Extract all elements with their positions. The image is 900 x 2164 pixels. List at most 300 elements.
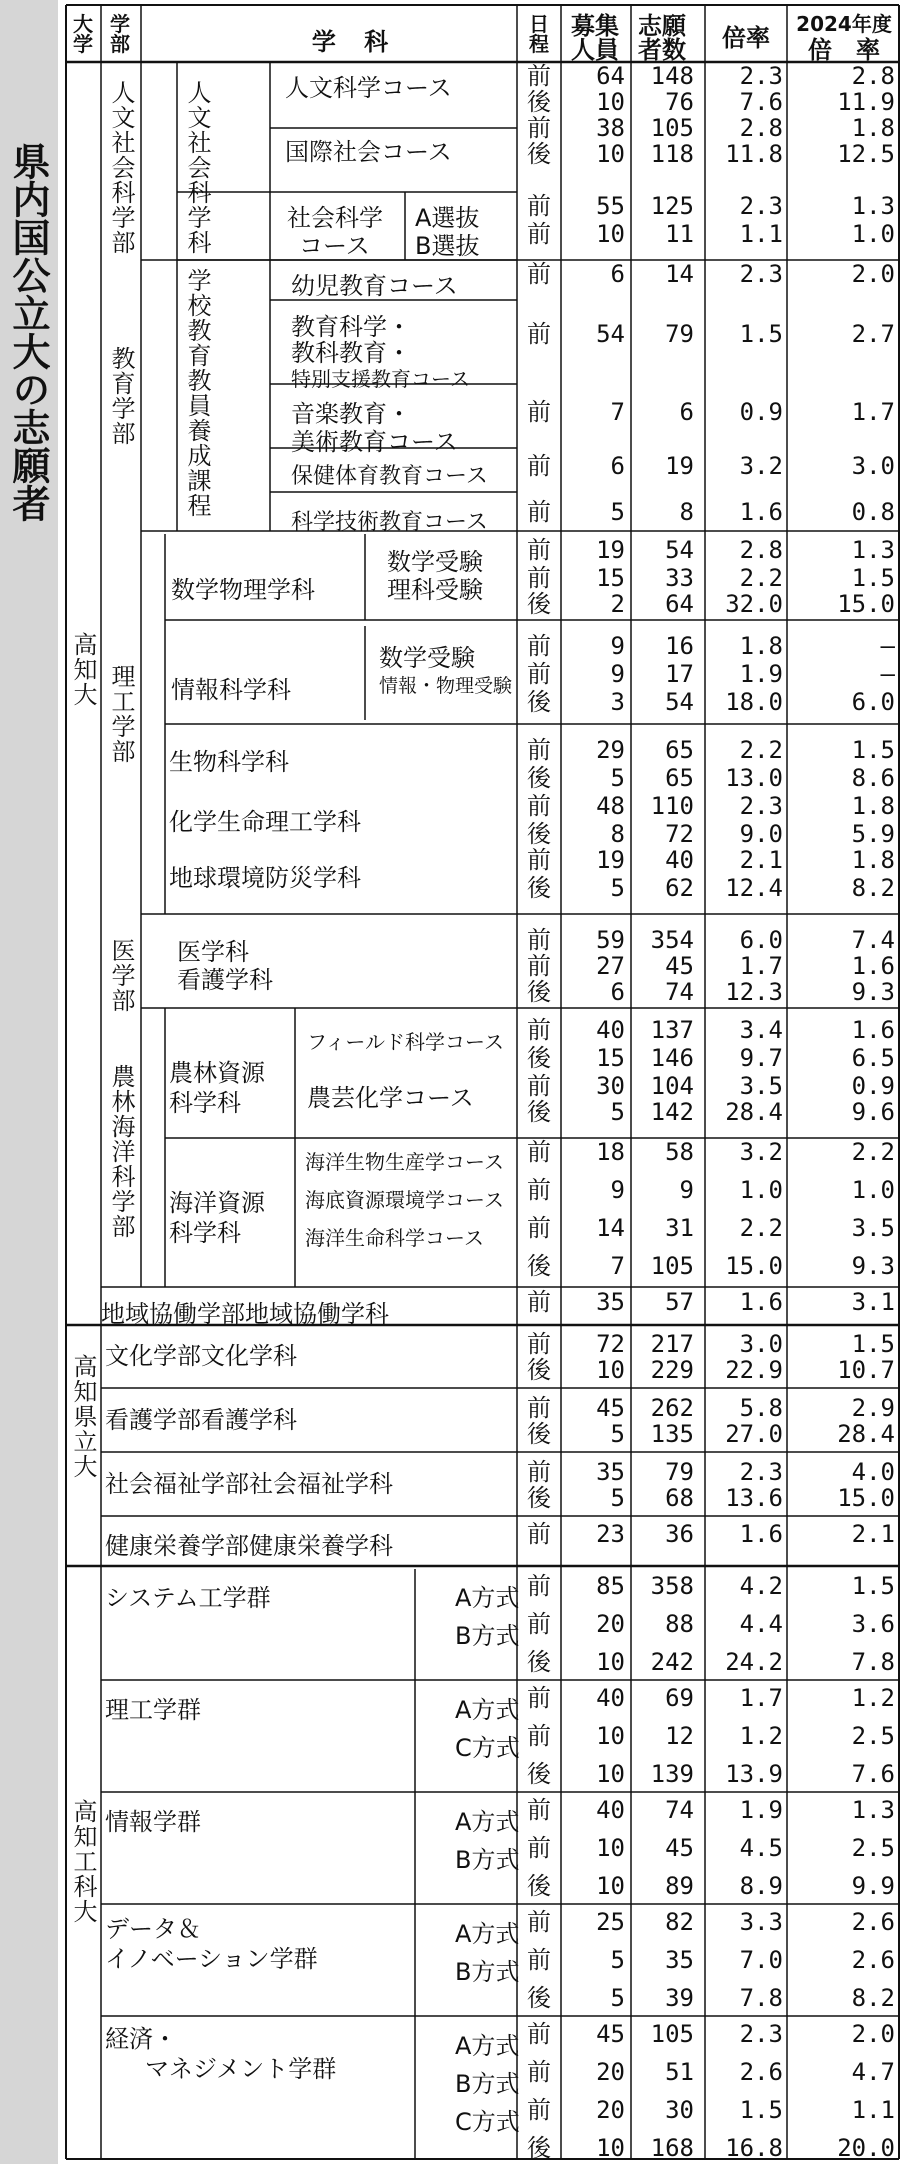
row-47-cap: 10: [596, 1722, 625, 1750]
header-faculty: 学部: [110, 12, 130, 56]
row-58-p: 20.0: [837, 2134, 895, 2162]
row-30-app: 142: [650, 1098, 694, 1126]
course-field: フィールド科学コース: [307, 1030, 504, 1054]
row-10-cap: 6: [610, 452, 625, 480]
group-keizai: [105, 2024, 336, 2084]
row-40-s: 前: [527, 1458, 551, 1486]
dept-kango-kango: 看護学部看護学科: [105, 1406, 297, 1434]
row-13-p: 1.5: [851, 564, 895, 592]
row-26-cap: 6: [610, 978, 625, 1006]
row-44-s: 前: [527, 1610, 551, 1638]
row-34-cap: 7: [610, 1252, 625, 1280]
row-37-s: 後: [527, 1356, 551, 1384]
dept-shakai-fukushi: 社会福祉学部社会福祉学科: [105, 1470, 393, 1498]
row-16-p: ―: [880, 660, 895, 688]
row-20-cap: 48: [596, 792, 625, 820]
row-43-app: 358: [650, 1572, 694, 1600]
row-38-s: 前: [527, 1394, 551, 1422]
row-31-app: 58: [665, 1138, 694, 1166]
row-52-r: 3.3: [739, 1908, 783, 1936]
row-17-app: 54: [665, 688, 694, 716]
row-39-s: 後: [527, 1420, 551, 1448]
row-45-s: 後: [527, 1648, 551, 1676]
row-18-app: 65: [665, 736, 694, 764]
row-27-p: 1.6: [851, 1016, 895, 1044]
row-33-s: 前: [527, 1214, 551, 1242]
dept-kagaku-seimei: 化学生命理工学科: [169, 808, 361, 836]
course-kyoiku-kagaku-line3: 特別支援教育コース: [291, 367, 470, 391]
row-14-r: 32.0: [725, 590, 783, 618]
row-43-s: 前: [527, 1572, 551, 1600]
row-14-app: 64: [665, 590, 694, 618]
row-58-cap: 10: [596, 2134, 625, 2162]
row-8-app: 79: [665, 320, 694, 348]
course-youji: 幼児教育コース: [291, 272, 458, 300]
dept-bunka: 文化学部文化学科: [105, 1342, 297, 1370]
row-8-cap: 54: [596, 320, 625, 348]
row-42-s: 前: [527, 1520, 551, 1548]
row-10-app: 19: [665, 452, 694, 480]
row-51-cap: 10: [596, 1872, 625, 1900]
row-3-app: 105: [650, 114, 694, 142]
row-53-p: 2.6: [851, 1946, 895, 1974]
row-21-app: 72: [665, 820, 694, 848]
b-senbatsu: B選抜: [415, 232, 480, 260]
row-32-cap: 9: [610, 1176, 625, 1204]
row-7-p: 2.0: [851, 260, 895, 288]
row-28-cap: 15: [596, 1044, 625, 1072]
faculty-igaku: 医学部: [107, 938, 135, 1013]
row-7-app: 14: [665, 260, 694, 288]
row-19-cap: 5: [610, 764, 625, 792]
rika-juken: 理科受験: [387, 576, 483, 604]
dept-kango: 看護学科: [177, 966, 273, 994]
row-5-app: 125: [650, 192, 694, 220]
row-29-r: 3.5: [739, 1072, 783, 1100]
header-univ: 大学: [73, 12, 93, 56]
row-12-s: 前: [527, 536, 551, 564]
row-55-s: 前: [527, 2020, 551, 2048]
row-46-s: 前: [527, 1684, 551, 1712]
course-hoken: 保健体育教育コース: [291, 464, 488, 489]
row-53-app: 35: [665, 1946, 694, 1974]
row-1-p: 2.8: [851, 62, 895, 90]
group-data: [105, 1914, 318, 1974]
row-49-cap: 40: [596, 1796, 625, 1824]
row-46-cap: 40: [596, 1684, 625, 1712]
row-50-p: 2.5: [851, 1834, 895, 1862]
row-11-cap: 5: [610, 498, 625, 526]
row-12-cap: 19: [596, 536, 625, 564]
row-50-r: 4.5: [739, 1834, 783, 1862]
course-nougei: 農芸化学コース: [307, 1084, 474, 1112]
row-35-app: 57: [665, 1288, 694, 1316]
row-12-p: 1.3: [851, 536, 895, 564]
row-54-s: 後: [527, 1984, 551, 2012]
row-23-r: 12.4: [725, 874, 783, 902]
row-15-s: 前: [527, 632, 551, 660]
row-34-app: 105: [650, 1252, 694, 1280]
row-51-app: 89: [665, 1872, 694, 1900]
row-18-p: 1.5: [851, 736, 895, 764]
row-51-r: 8.9: [739, 1872, 783, 1900]
row-15-app: 16: [665, 632, 694, 660]
dept-nourin-shigen-line2: 科学科: [169, 1089, 241, 1117]
row-25-app: 45: [665, 952, 694, 980]
row-39-cap: 5: [610, 1420, 625, 1448]
dept-nourin-shigen: [169, 1058, 265, 1118]
row-57-p: 1.1: [851, 2096, 895, 2124]
row-22-s: 前: [527, 846, 551, 874]
row-23-p: 8.2: [851, 874, 895, 902]
course-kyoiku-kagaku: [291, 314, 470, 392]
jouhou-b: B方式: [455, 1846, 520, 1874]
row-31-s: 前: [527, 1138, 551, 1166]
row-50-app: 45: [665, 1834, 694, 1862]
row-34-r: 15.0: [725, 1252, 783, 1280]
row-11-app: 8: [679, 498, 694, 526]
row-29-cap: 30: [596, 1072, 625, 1100]
row-24-p: 7.4: [851, 926, 895, 954]
row-12-r: 2.8: [739, 536, 783, 564]
row-53-r: 7.0: [739, 1946, 783, 1974]
row-51-s: 後: [527, 1872, 551, 1900]
row-24-cap: 59: [596, 926, 625, 954]
row-54-cap: 5: [610, 1984, 625, 2012]
faculty-jinbun: 人文社会科学部: [107, 80, 135, 255]
row-47-r: 1.2: [739, 1722, 783, 1750]
row-52-s: 前: [527, 1908, 551, 1936]
row-47-app: 12: [665, 1722, 694, 1750]
row-37-cap: 10: [596, 1356, 625, 1384]
row-33-app: 31: [665, 1214, 694, 1242]
row-35-p: 3.1: [851, 1288, 895, 1316]
row-56-cap: 20: [596, 2058, 625, 2086]
row-40-cap: 35: [596, 1458, 625, 1486]
row-43-p: 1.5: [851, 1572, 895, 1600]
group-keizai-line2: マネジメント学群: [145, 2055, 337, 2083]
row-38-p: 2.9: [851, 1394, 895, 1422]
row-51-p: 9.9: [851, 1872, 895, 1900]
row-1-r: 2.3: [739, 62, 783, 90]
row-4-cap: 10: [596, 140, 625, 168]
row-36-cap: 72: [596, 1330, 625, 1358]
row-5-s: 前: [527, 192, 551, 220]
header-capacity: 募集人員: [571, 12, 619, 64]
header-prev-ratio: 倍 率: [808, 36, 880, 64]
row-52-p: 2.6: [851, 1908, 895, 1936]
row-4-r: 11.8: [725, 140, 783, 168]
dept-kaiyou-shigen-line1: 海洋資源: [169, 1189, 265, 1217]
row-7-s: 前: [527, 260, 551, 288]
course-kaiyou-seimei: 海洋生命科学コース: [305, 1226, 484, 1250]
row-24-s: 前: [527, 926, 551, 954]
row-16-r: 1.9: [739, 660, 783, 688]
row-55-cap: 45: [596, 2020, 625, 2048]
faculty-rikou: 理工学部: [107, 664, 135, 764]
dept-kaiyou-shigen-line2: 科学科: [169, 1219, 241, 1247]
page-title: 県内国公立大の志願者: [6, 142, 51, 522]
row-2-cap: 10: [596, 88, 625, 116]
row-42-app: 36: [665, 1520, 694, 1548]
group-jouhou: 情報学群: [105, 1808, 201, 1836]
row-5-cap: 55: [596, 192, 625, 220]
row-48-app: 139: [650, 1760, 694, 1788]
row-47-p: 2.5: [851, 1722, 895, 1750]
row-25-p: 1.6: [851, 952, 895, 980]
row-17-cap: 3: [610, 688, 625, 716]
row-50-s: 前: [527, 1834, 551, 1862]
row-17-p: 6.0: [851, 688, 895, 716]
row-28-p: 6.5: [851, 1044, 895, 1072]
row-54-p: 8.2: [851, 1984, 895, 2012]
row-23-cap: 5: [610, 874, 625, 902]
group-keizai-line1: 経済・: [105, 2025, 177, 2053]
row-8-r: 1.5: [739, 320, 783, 348]
row-58-r: 16.8: [725, 2134, 783, 2162]
row-25-s: 前: [527, 952, 551, 980]
row-48-cap: 10: [596, 1760, 625, 1788]
row-55-app: 105: [650, 2020, 694, 2048]
data-a: A方式: [455, 1920, 520, 1948]
row-2-p: 11.9: [837, 88, 895, 116]
univ-koka: 高知工科大: [69, 1799, 97, 1924]
dept-suugaku-butsuri: 数学物理学科: [171, 576, 315, 604]
row-42-r: 1.6: [739, 1520, 783, 1548]
row-39-r: 27.0: [725, 1420, 783, 1448]
row-17-s: 後: [527, 688, 551, 716]
row-30-r: 28.4: [725, 1098, 783, 1126]
row-18-cap: 29: [596, 736, 625, 764]
row-38-r: 5.8: [739, 1394, 783, 1422]
row-44-p: 3.6: [851, 1610, 895, 1638]
row-2-r: 7.6: [739, 88, 783, 116]
row-8-p: 2.7: [851, 320, 895, 348]
row-45-p: 7.8: [851, 1648, 895, 1676]
row-30-s: 後: [527, 1098, 551, 1126]
row-28-s: 後: [527, 1044, 551, 1072]
dept-chikyuu: 地球環境防災学科: [169, 864, 361, 892]
row-53-s: 前: [527, 1946, 551, 1974]
row-41-app: 68: [665, 1484, 694, 1512]
row-9-p: 1.7: [851, 398, 895, 426]
row-27-r: 3.4: [739, 1016, 783, 1044]
row-3-s: 前: [527, 114, 551, 142]
row-42-p: 2.1: [851, 1520, 895, 1548]
row-39-app: 135: [650, 1420, 694, 1448]
dept-kenkou: 健康栄養学部健康栄養学科: [105, 1532, 393, 1560]
row-13-app: 33: [665, 564, 694, 592]
row-20-r: 2.3: [739, 792, 783, 820]
course-ongaku-line1: 音楽教育・: [291, 400, 411, 428]
univ-kochi: 高知大: [69, 632, 97, 707]
row-24-r: 6.0: [739, 926, 783, 954]
row-27-s: 前: [527, 1016, 551, 1044]
row-29-app: 104: [650, 1072, 694, 1100]
applicants-table: [65, 4, 900, 2160]
row-25-cap: 27: [596, 952, 625, 980]
row-9-r: 0.9: [739, 398, 783, 426]
row-46-p: 1.2: [851, 1684, 895, 1712]
row-56-r: 2.6: [739, 2058, 783, 2086]
row-31-cap: 18: [596, 1138, 625, 1166]
keizai-a: A方式: [455, 2032, 520, 2060]
course-kagaku-gijutsu: 科学技術教育コース: [291, 510, 488, 535]
row-26-r: 12.3: [725, 978, 783, 1006]
row-21-cap: 8: [610, 820, 625, 848]
row-32-app: 9: [679, 1176, 694, 1204]
row-40-p: 4.0: [851, 1458, 895, 1486]
row-54-r: 7.8: [739, 1984, 783, 2012]
row-21-s: 後: [527, 820, 551, 848]
row-53-cap: 5: [610, 1946, 625, 1974]
row-31-p: 2.2: [851, 1138, 895, 1166]
row-4-app: 118: [650, 140, 694, 168]
row-41-s: 後: [527, 1484, 551, 1512]
row-32-p: 1.0: [851, 1176, 895, 1204]
row-12-app: 54: [665, 536, 694, 564]
row-26-p: 9.3: [851, 978, 895, 1006]
row-10-r: 3.2: [739, 452, 783, 480]
jouhou-suugaku-juken: 数学受験: [379, 644, 475, 672]
row-13-cap: 15: [596, 564, 625, 592]
row-44-app: 88: [665, 1610, 694, 1638]
row-11-p: 0.8: [851, 498, 895, 526]
row-38-app: 262: [650, 1394, 694, 1422]
row-54-app: 39: [665, 1984, 694, 2012]
row-40-app: 79: [665, 1458, 694, 1486]
row-34-s: 後: [527, 1252, 551, 1280]
row-6-r: 1.1: [739, 220, 783, 248]
row-36-p: 1.5: [851, 1330, 895, 1358]
row-55-p: 2.0: [851, 2020, 895, 2048]
faculty-nourin: 農林海洋科学部: [107, 1064, 135, 1239]
dept-kaiyou-shigen: [169, 1188, 265, 1248]
row-30-cap: 5: [610, 1098, 625, 1126]
course-kyoiku-kagaku-line2: 教科教育・: [291, 339, 411, 367]
title-sidebar: [0, 0, 58, 2164]
a-senbatsu: A選抜: [415, 204, 480, 232]
row-57-r: 1.5: [739, 2096, 783, 2124]
row-36-app: 217: [650, 1330, 694, 1358]
row-58-app: 168: [650, 2134, 694, 2162]
header-applicants: 志願者数: [638, 12, 686, 64]
system-a: A方式: [455, 1584, 520, 1612]
row-3-r: 2.8: [739, 114, 783, 142]
row-28-app: 146: [650, 1044, 694, 1072]
course-kyoiku-kagaku-line1: 教育科学・: [291, 313, 411, 341]
group-data-line2: イノベーション学群: [105, 1945, 318, 1973]
group-rikou: 理工学群: [105, 1696, 201, 1724]
row-13-r: 2.2: [739, 564, 783, 592]
dept-chiiki: 地域協働学部地域協働学科: [101, 1300, 389, 1328]
dept-igakuka: 医学科: [177, 938, 249, 966]
row-16-s: 前: [527, 660, 551, 688]
row-48-p: 7.6: [851, 1760, 895, 1788]
row-36-r: 3.0: [739, 1330, 783, 1358]
dept-seibutsu: 生物科学科: [169, 748, 289, 776]
row-16-app: 17: [665, 660, 694, 688]
jouhou-butsuri-juken: 情報・物理受験: [379, 675, 513, 697]
row-48-r: 13.9: [725, 1760, 783, 1788]
course-kaitei: 海底資源環境学コース: [305, 1188, 504, 1212]
univ-kenritsu: 高知県立大: [69, 1354, 97, 1479]
row-37-p: 10.7: [837, 1356, 895, 1384]
row-41-cap: 5: [610, 1484, 625, 1512]
row-45-r: 24.2: [725, 1648, 783, 1676]
row-26-app: 74: [665, 978, 694, 1006]
data-b: B方式: [455, 1958, 520, 1986]
row-33-r: 2.2: [739, 1214, 783, 1242]
row-6-cap: 10: [596, 220, 625, 248]
row-22-p: 1.8: [851, 846, 895, 874]
row-14-cap: 2: [610, 590, 625, 618]
row-22-r: 2.1: [739, 846, 783, 874]
dept-jouhou-kagaku: 情報科学科: [171, 676, 291, 704]
course-shakai-line2: コース: [299, 232, 370, 260]
row-19-r: 13.0: [725, 764, 783, 792]
group-data-line1: データ＆: [105, 1915, 201, 1943]
row-22-cap: 19: [596, 846, 625, 874]
course-kaiyou-seibutsu: 海洋生物生産学コース: [305, 1150, 504, 1174]
row-19-app: 65: [665, 764, 694, 792]
row-49-app: 74: [665, 1796, 694, 1824]
row-3-cap: 38: [596, 114, 625, 142]
row-1-app: 148: [650, 62, 694, 90]
rikou-a: A方式: [455, 1696, 520, 1724]
row-13-s: 前: [527, 564, 551, 592]
row-27-app: 137: [650, 1016, 694, 1044]
row-23-s: 後: [527, 874, 551, 902]
row-7-cap: 6: [610, 260, 625, 288]
row-9-cap: 7: [610, 398, 625, 426]
row-6-s: 前: [527, 220, 551, 248]
row-36-s: 前: [527, 1330, 551, 1358]
row-18-s: 前: [527, 736, 551, 764]
row-14-s: 後: [527, 590, 551, 618]
row-9-app: 6: [679, 398, 694, 426]
row-40-r: 2.3: [739, 1458, 783, 1486]
row-25-r: 1.7: [739, 952, 783, 980]
row-57-cap: 20: [596, 2096, 625, 2124]
row-15-cap: 9: [610, 632, 625, 660]
row-11-s: 前: [527, 498, 551, 526]
row-29-s: 前: [527, 1072, 551, 1100]
header-schedule: 日程: [529, 12, 549, 56]
row-57-app: 30: [665, 2096, 694, 2124]
row-45-app: 242: [650, 1648, 694, 1676]
row-10-p: 3.0: [851, 452, 895, 480]
jouhou-a: A方式: [455, 1808, 520, 1836]
course-ongaku: [291, 400, 458, 456]
course-shakai-line1: 社会科学: [287, 204, 383, 232]
row-43-cap: 85: [596, 1572, 625, 1600]
course-shakai: [287, 204, 383, 260]
row-39-p: 28.4: [837, 1420, 895, 1448]
system-b: B方式: [455, 1622, 520, 1650]
row-20-app: 110: [650, 792, 694, 820]
row-35-s: 前: [527, 1288, 551, 1316]
row-56-p: 4.7: [851, 2058, 895, 2086]
row-16-cap: 9: [610, 660, 625, 688]
row-44-r: 4.4: [739, 1610, 783, 1638]
row-52-cap: 25: [596, 1908, 625, 1936]
rikou-c: C方式: [455, 1734, 520, 1762]
row-2-app: 76: [665, 88, 694, 116]
row-57-s: 前: [527, 2096, 551, 2124]
row-30-p: 9.6: [851, 1098, 895, 1126]
course-ongaku-line2: 美術教育コース: [291, 428, 458, 456]
